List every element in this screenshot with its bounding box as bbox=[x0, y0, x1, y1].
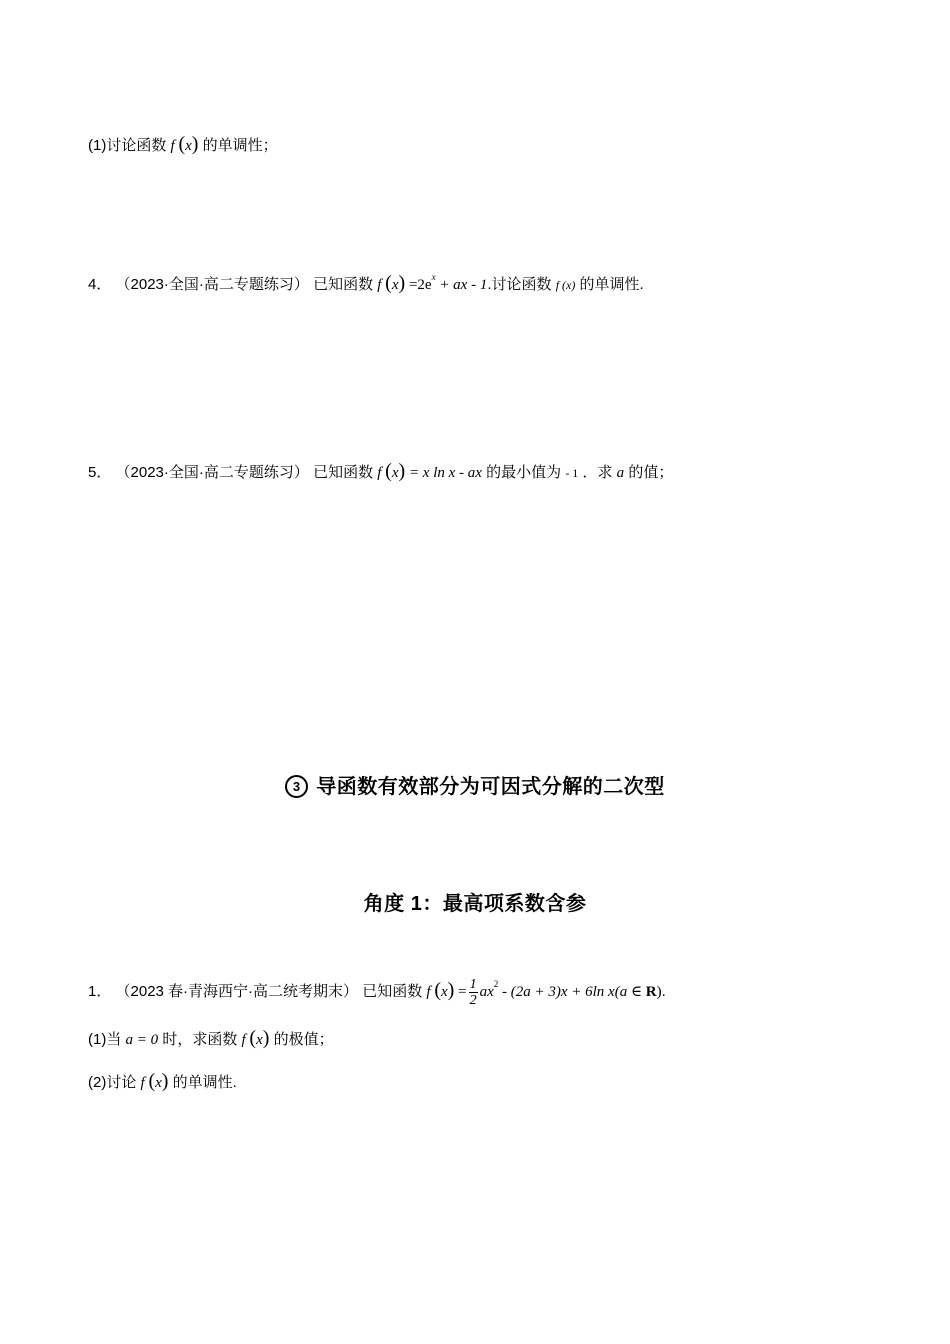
formula-f-x-small: f (x) bbox=[555, 278, 576, 292]
fraction-one-half: $\frac{1}{2}$ bbox=[469, 977, 477, 1009]
problem-1: 1． （2023 春·青海西宁·高二统考期末） 已知函数 f (x) = $\frac{1}{2}$ $ax^2 - (2a + 3)x + 6\ln$ x(a ∈ R). bbox=[88, 977, 666, 1009]
prev-item-part1: (1)讨论函数 f (x) 的单调性； bbox=[88, 133, 278, 155]
formula-problem-5: f (x) = x ln x - ax bbox=[377, 460, 482, 482]
problem-4: 4． （2023·全国·高二专题练习） 已知函数 f $(x) =2e^x$ + ax - 1.讨论函数 f (x) 的单调性. bbox=[88, 272, 644, 294]
formula-f-x: f (x) bbox=[241, 1027, 270, 1049]
formula-f-x: f (x) bbox=[140, 1070, 169, 1092]
problem-5: 5． （2023·全国·高二专题练习） 已知函数 f (x) = x ln x - ax 的最小值为 - 1 ．求 a 的值； bbox=[88, 460, 674, 482]
section-heading: 3 导函数有效部分为可因式分解的二次型 bbox=[0, 770, 950, 799]
subsection-heading: 角度 1：最高项系数含参 bbox=[363, 893, 587, 915]
formula-problem-1: f (x) = $\frac{1}{2}$ $ax^2 - (2a + 3)x + 6\ln$ x(a ∈ R) bbox=[426, 977, 662, 1009]
problem-1-question-1: (1)当 a = 0 时，求函数 f (x) 的极值； bbox=[88, 1027, 334, 1049]
problem-1-question-2: (2)讨论 f (x) 的单调性. bbox=[88, 1070, 237, 1092]
formula-f-x: f (x) bbox=[170, 133, 199, 155]
circled-number-icon: 3 bbox=[285, 775, 308, 798]
formula-problem-4: f $(x) =2e^x$ + ax - 1 bbox=[377, 272, 488, 294]
